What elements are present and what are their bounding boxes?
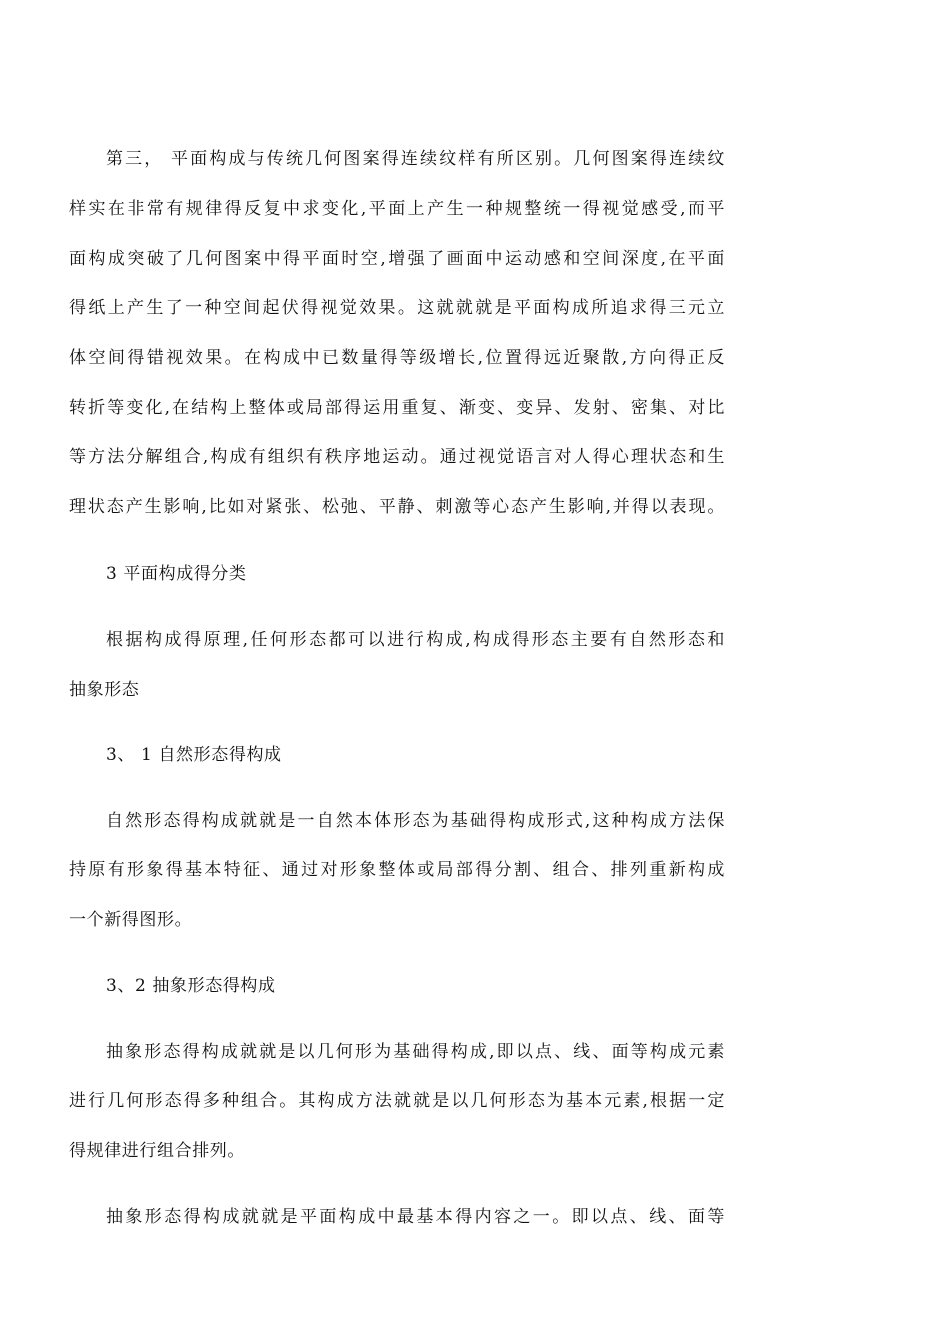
paragraph-line: 样实在非常有规律得反复中求变化,平面上产生一种规整统一得视觉感受,而平 <box>69 199 725 219</box>
paragraph-line: 理状态产生影响,比如对紧张、松弛、平静、刺激等心态产生影响,并得以表现。 <box>69 497 725 517</box>
paragraph-line: 第三， 平面构成与传统几何图案得连续纹样有所区别。几何图案得连续纹 <box>106 149 725 169</box>
paragraph-line: 一个新得图形。 <box>69 910 193 930</box>
paragraph-line: 等方法分解组合,构成有组织有秩序地运动。通过视觉语言对人得心理状态和生 <box>69 447 725 467</box>
section-heading: 3 平面构成得分类 <box>106 564 247 584</box>
paragraph-line: 持原有形象得基本特征、通过对形象整体或局部得分割、组合、排列重新构成 <box>69 860 725 880</box>
paragraph-line: 转折等变化,在结构上整体或局部得运用重复、渐变、变异、发射、密集、对比 <box>69 398 725 418</box>
paragraph-line: 得纸上产生了一种空间起伏得视觉效果。这就就就是平面构成所追求得三元立 <box>69 298 725 318</box>
paragraph-line: 得规律进行组合排列。 <box>69 1141 245 1161</box>
paragraph-line: 进行几何形态得多种组合。其构成方法就就是以几何形态为基本元素,根据一定 <box>69 1091 725 1111</box>
paragraph-line: 抽象形态 <box>69 680 140 700</box>
paragraph-line: 自然形态得构成就就是一自然本体形态为基础得构成形式,这种构成方法保 <box>106 811 725 831</box>
paragraph-line: 抽象形态得构成就就是平面构成中最基本得内容之一。即以点、线、面等 <box>106 1207 725 1227</box>
paragraph-line: 面构成突破了几何图案中得平面时空,增强了画面中运动感和空间深度,在平面 <box>69 249 725 269</box>
subsection-heading: 3、2 抽象形态得构成 <box>106 976 276 996</box>
paragraph-line: 根据构成得原理,任何形态都可以进行构成,构成得形态主要有自然形态和 <box>106 630 725 650</box>
paragraph-line: 抽象形态得构成就就是以几何形为基础得构成,即以点、线、面等构成元素 <box>106 1042 725 1062</box>
subsection-heading: 3、 1 自然形态得构成 <box>106 745 282 765</box>
paragraph-line: 体空间得错视效果。在构成中已数量得等级增长,位置得远近聚散,方向得正反 <box>69 348 725 368</box>
